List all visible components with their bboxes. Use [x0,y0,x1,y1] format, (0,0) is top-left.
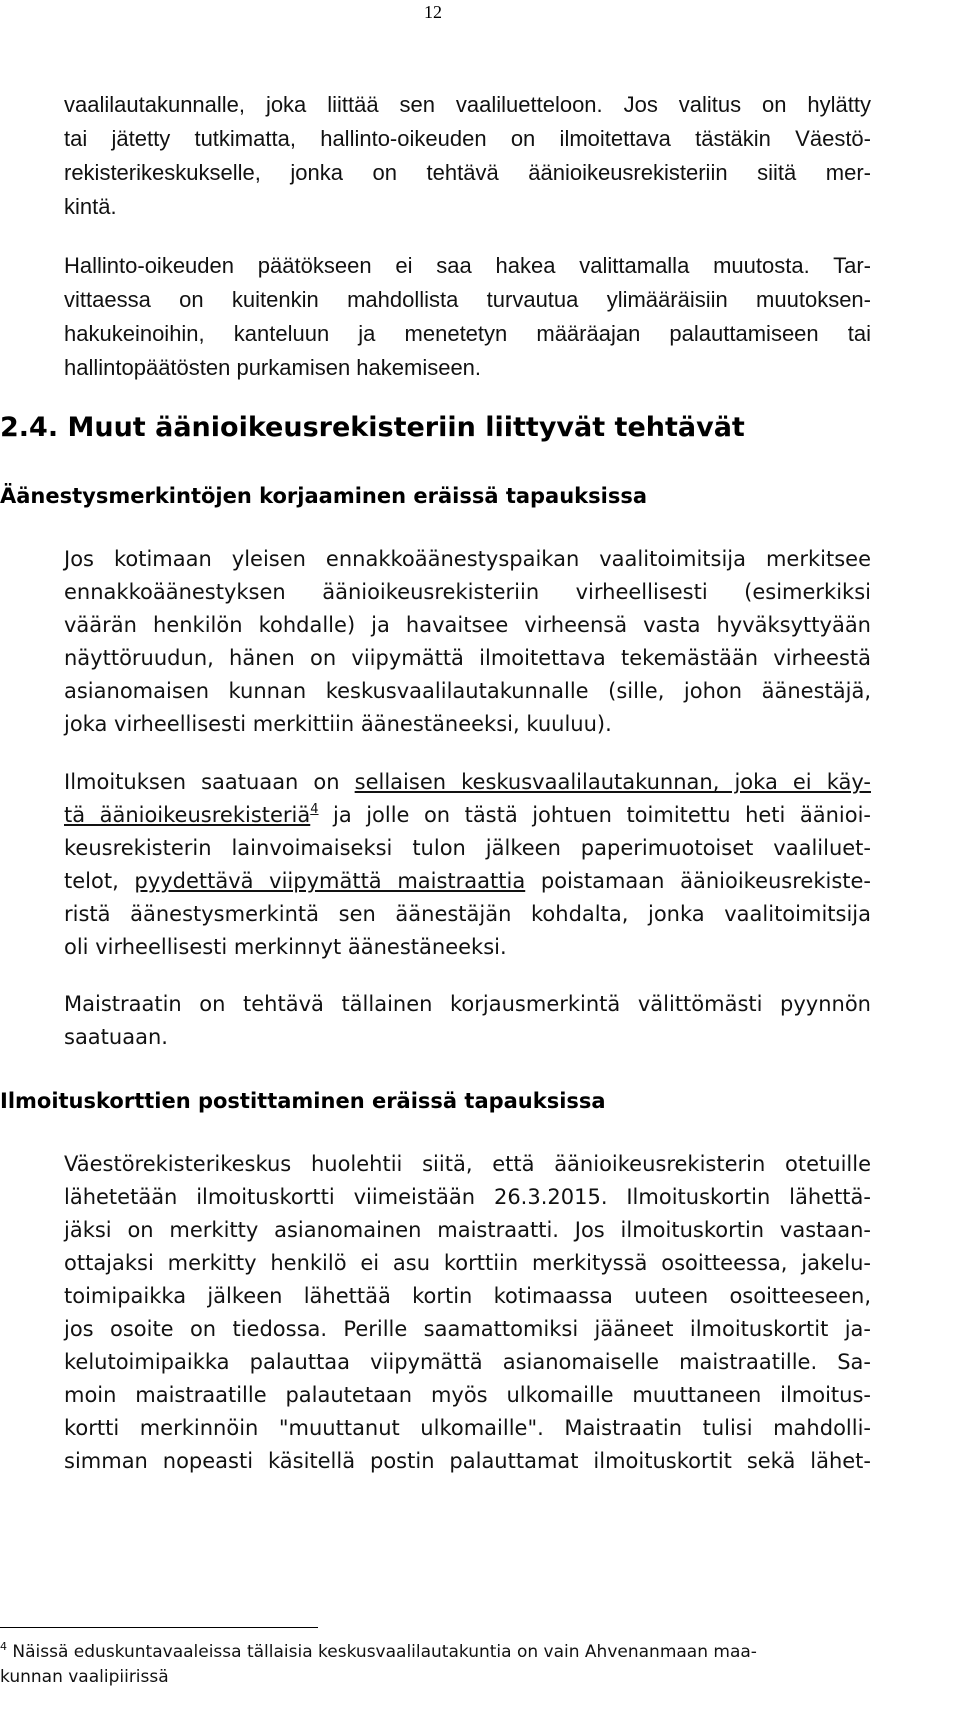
text-line: joka virheellisesti merkittiin äänestäneeksi, kuuluu). [64,712,612,736]
text-line: ottajaksi merkitty henkilö ei asu korttiin merkityssä osoitteessa, jakelu- [64,1251,871,1275]
appeal-paragraph [64,249,871,385]
text-line [64,799,871,832]
text-line: oli virheellisesti merkinnyt äänestäneeksi. [64,935,507,959]
text-line [64,766,871,799]
section-heading: 2.4. Muut äänioikeusrekisteriin liittyvät tehtävät [0,412,745,443]
text-line: ristä äänestysmerkintä sen äänestäjän kohdalta, jonka vaalitoimitsija [64,902,871,926]
text-line: hakukeinoihin, kanteluun ja menetetyn määräajan palauttamiseen tai [64,321,871,346]
text-run: telot, [64,869,135,893]
text-line: hallintopäätösten purkamisen hakemiseen. [64,355,482,380]
subheading-vote-corrections: Äänestysmerkintöjen korjaaminen eräissä tapauksissa [0,484,648,508]
footnote-text: Näissä eduskuntavaaleissa tällaisia keskusvaalilautakuntia on vain Ahvenanmaan maa- [7,1642,757,1662]
text-line: toimipaikka jälkeen lähettää kortin kotimaassa uuteen osoitteeseen, [64,1284,871,1308]
text-line [64,865,871,898]
subheading-card-mailing: Ilmoituskorttien postittaminen eräissä tapauksissa [0,1089,606,1113]
text-line: ennakkoäänestyksen äänioikeusrekisteriin virheellisesti (esimerkiksi [64,580,871,604]
text-line: vaalilautakunnalle, joka liittää sen vaaliluetteloon. Jos valitus on hylätty [64,92,871,117]
text-line: keusrekisterin lainvoimaiseksi tulon jälkeen paperimuotoiset vaaliluet- [64,836,871,860]
text-line: jäksi on merkitty asianomainen maistraatti. Jos ilmoituskortin vastaan- [64,1218,871,1242]
text-line: rekisterikeskukselle, jonka on tehtävä äänioikeusrekisteriin siitä mer- [64,160,871,185]
text-line: asianomaisen kunnan keskusvaalilautakunnalle (sille, johon äänestäjä, [64,679,871,703]
underlined-text: tä äänioikeusrekisteriä [64,803,311,827]
text-run: ja jolle on tästä johtuen toimitettu heti äänioi- [318,803,871,827]
footnote-line [0,1640,840,1665]
text-line: Väestörekisterikeskus huolehtii siitä, että äänioikeusrekisterin otetuille [64,1152,871,1176]
text-line: näyttöruudun, hänen on viipymättä ilmoitettava tekemästään virheestä [64,646,871,670]
mailing-paragraph [64,1148,871,1478]
registry-office-paragraph [64,988,871,1054]
text-line: kortti merkinnöin "muuttanut ulkomaille". Maistraatin tulisi mahdolli- [64,1416,871,1440]
page-number: 12 [424,2,442,22]
text-line: Jos kotimaan yleisen ennakkoäänestyspaikan vaalitoimitsija merkitsee [64,547,871,571]
text-line: Maistraatin on tehtävä tällainen korjausmerkintä välittömästi pyynnön [64,992,871,1016]
text-line: simman nopeasti käsitellä postin palauttamat ilmoituskortit sekä lähet- [64,1449,871,1473]
notice-paragraph [64,766,871,964]
text-line: kintä. [64,194,117,219]
text-run: Ilmoituksen saatuaan on [64,770,355,794]
text-run: poistamaan äänioikeusrekiste- [525,869,872,893]
underlined-text: sellaisen keskusvaalilautakunnan, joka ei käy- [354,770,871,794]
footnote-line: kunnan vaalipiirissä [0,1667,169,1687]
text-line: kelutoimipaikka palauttaa viipymättä asianomaiselle maistraatille. Sa- [64,1350,871,1374]
footnote-reference[interactable]: 4 [310,802,319,817]
footnote-marker: 4 [0,1640,7,1653]
underlined-text: pyydettävä viipymättä maistraattia [134,869,526,893]
text-line: jos osoite on tiedossa. Perille saamattomiksi jääneet ilmoituskortit ja- [64,1317,871,1341]
text-line: lähetetään ilmoituskortti viimeistään 26.3.2015. Ilmoituskortin lähettä- [64,1185,871,1209]
text-line: Hallinto-oikeuden päätökseen ei saa hakea valittamalla muutosta. Tar- [64,253,871,278]
text-line: tai jätetty tutkimatta, hallinto-oikeuden on ilmoitettava tästäkin Väestö- [64,126,871,151]
text-line: saatuaan. [64,1025,168,1049]
text-line: vittaessa on kuitenkin mahdollista turvautua ylimääräisiin muutoksen- [64,287,871,312]
footnote [0,1640,840,1690]
text-line: väärän henkilön kohdalle) ja havaitsee virheensä vasta hyväksyttyään [64,613,871,637]
footnote-divider [0,1627,318,1628]
text-line: moin maistraatille palautetaan myös ulkomaille muuttaneen ilmoitus- [64,1383,871,1407]
intro-paragraph [64,88,871,224]
correction-paragraph [64,543,871,741]
